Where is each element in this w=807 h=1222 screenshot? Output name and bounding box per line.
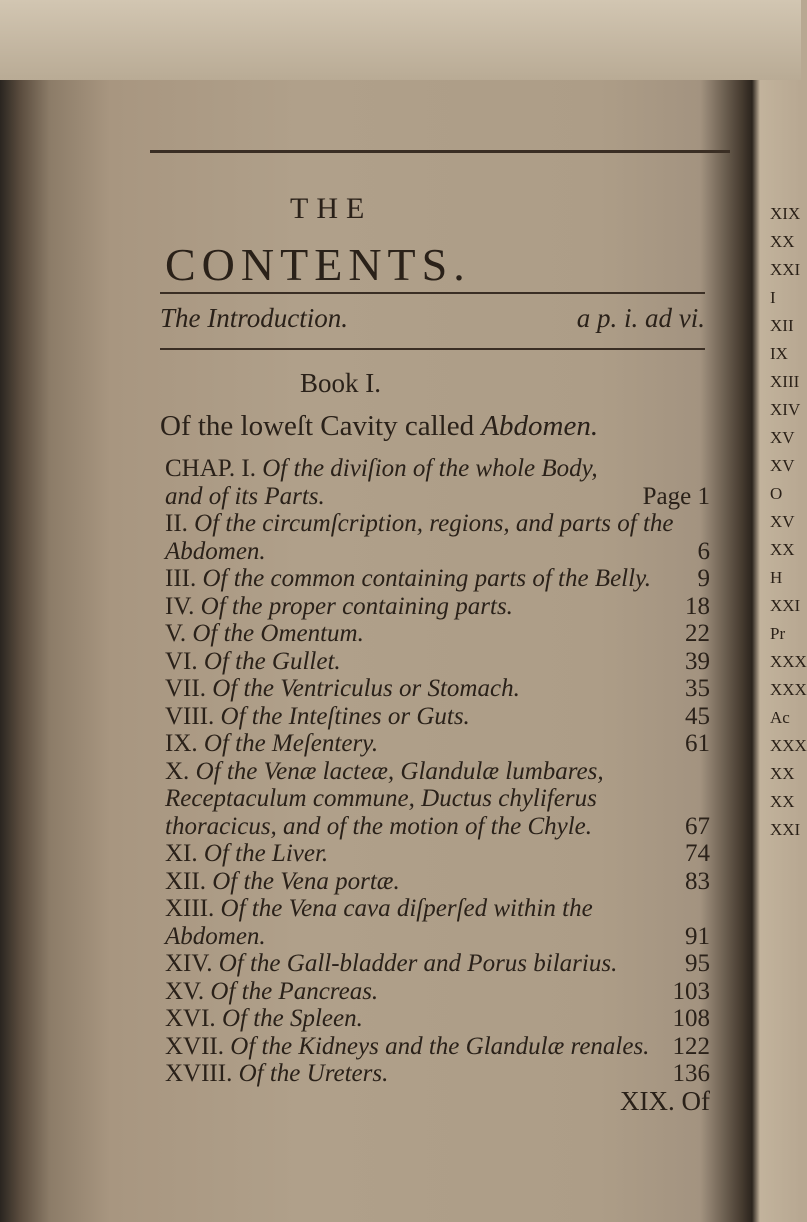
entry-title: [165, 840, 328, 868]
entry-text: Of the Ureters.: [238, 1060, 389, 1087]
adjacent-fragment: XV: [770, 428, 795, 447]
entry-number: XIII.: [165, 895, 215, 922]
catchword: XIX. Of: [620, 1085, 710, 1116]
entry-title: [165, 620, 364, 648]
contents-entry: [165, 648, 710, 676]
adjacent-page-fragments: [770, 200, 807, 844]
introduction-line: [160, 303, 705, 334]
contents-entry: [165, 703, 710, 731]
contents-entry: [165, 593, 710, 621]
entry-title: [165, 455, 631, 510]
adjacent-fragment: XXX: [770, 736, 807, 755]
adjacent-fragment: XIV: [770, 400, 801, 419]
entry-page: 83: [685, 867, 710, 895]
entry-page: 67: [685, 812, 710, 840]
entry-page: Page 1: [642, 482, 710, 510]
contents-entry: [165, 675, 710, 703]
adjacent-fragment: XII: [770, 316, 794, 335]
entry-number: XVIII.: [165, 1060, 233, 1087]
contents-entry: [165, 758, 710, 841]
contents-entry: [165, 620, 710, 648]
entry-number: IX.: [165, 730, 198, 757]
entry-number: XII.: [165, 867, 206, 895]
entry-text: Of the proper containing parts.: [200, 592, 513, 620]
entry-page: 91: [685, 922, 710, 950]
adjacent-fragment: IX: [770, 344, 788, 363]
entry-page: 136: [672, 1060, 710, 1087]
entry-page: 35: [685, 675, 710, 702]
entry-number: XI.: [165, 840, 198, 867]
adjacent-fragment: Ac: [770, 708, 790, 727]
part-title-prefix: Of the loweſt Cavity called: [160, 410, 475, 442]
entry-title: [165, 1033, 649, 1061]
contents-entry: [165, 840, 710, 868]
entry-page: 39: [685, 647, 710, 675]
part-title-name: Abdomen.: [481, 410, 599, 442]
entry-text: Of the Gullet.: [203, 647, 341, 675]
adjacent-fragment: XIII: [770, 372, 800, 391]
entry-text: Of the circumſcription, regions, and parts of the Abdomen.: [165, 510, 674, 565]
entry-page: 122: [672, 1032, 710, 1060]
entry-page: 108: [672, 1005, 710, 1032]
contents-entry: [165, 565, 710, 593]
entry-title: [165, 730, 378, 758]
entry-page: 74: [685, 840, 710, 867]
entry-text: Of the Venæ lacteæ, Glandulæ lumbares, Receptaculum commune, Ductus chyliferus thoracicus, and of the motion of the Chyle.: [165, 757, 604, 840]
entry-title: [165, 675, 520, 703]
entry-number: XV.: [165, 977, 205, 1005]
entry-text: Of the Inteſtines or Guts.: [220, 702, 470, 730]
entry-number: XVII.: [165, 1032, 225, 1060]
adjacent-fragment: Pr: [770, 624, 786, 643]
contents-list: [165, 455, 710, 1115]
entry-text: Of the Vena cava diſperſed within the Abdomen.: [165, 895, 593, 950]
entry-text: Of the Kidneys and the Glandulæ renales.: [230, 1032, 650, 1060]
entry-page: 45: [685, 702, 710, 730]
introduction-label: The Introduction.: [160, 303, 348, 333]
adjacent-fragment: XX: [770, 792, 795, 811]
entry-text: Of the Omentum.: [192, 620, 364, 647]
contents-entry: [165, 868, 710, 896]
entry-text: Of the Spleen.: [221, 1005, 363, 1032]
adjacent-fragment: XIX: [770, 204, 801, 223]
entry-title: [165, 648, 341, 676]
entry-title: [165, 593, 513, 621]
entry-title: [165, 758, 673, 841]
contents-entry: [165, 730, 710, 758]
entry-page: 95: [685, 950, 710, 977]
rule: [160, 292, 705, 294]
adjacent-fragment: XXX: [770, 680, 807, 699]
contents-entry: [165, 1033, 710, 1061]
adjacent-fragment: I: [770, 288, 776, 307]
entry-page: 18: [685, 592, 710, 620]
entry-number: CHAP. I.: [165, 455, 256, 482]
heading-the: THE: [290, 192, 373, 225]
entry-number: V.: [165, 620, 187, 647]
entry-number: VIII.: [165, 702, 215, 730]
entry-text: Of the Liver.: [203, 840, 329, 867]
entry-page: 22: [685, 620, 710, 647]
entry-number: VI.: [165, 647, 198, 675]
entry-number: XIV.: [165, 950, 213, 977]
adjacent-fragment: XXI: [770, 820, 801, 839]
adjacent-fragment: XXI: [770, 260, 801, 279]
adjacent-fragment: O: [770, 484, 783, 503]
entry-text: Of the diviſion of the whole Body, and of its Parts.: [165, 455, 598, 510]
entry-title: [165, 1060, 388, 1088]
entry-text: Of the Gall-bladder and Porus bilarius.: [218, 950, 618, 977]
contents-entry: [165, 1005, 710, 1033]
entry-title: [165, 565, 651, 593]
entry-text: Of the Meſentery.: [203, 730, 379, 757]
adjacent-fragment: XX: [770, 540, 795, 559]
entry-page: 103: [672, 977, 710, 1005]
adjacent-fragment: XX: [770, 232, 795, 251]
adjacent-fragment: H: [770, 568, 783, 587]
entry-number: X.: [165, 757, 190, 785]
part-title: [160, 410, 598, 443]
adjacent-fragment: XXI: [770, 596, 801, 615]
adjacent-fragment: XV: [770, 456, 795, 475]
book-heading: Book I.: [300, 368, 381, 398]
entry-number: II.: [165, 510, 188, 537]
contents-entry: [165, 895, 710, 950]
entry-text: Of the Vena portæ.: [212, 867, 400, 895]
entry-number: III.: [165, 565, 197, 592]
rule: [160, 348, 705, 350]
entry-title: [165, 510, 686, 565]
adjacent-fragment: XXX: [770, 652, 807, 671]
entry-number: VII.: [165, 675, 206, 702]
entry-title: [165, 1005, 363, 1033]
top-rule: [150, 150, 730, 153]
entry-text: Of the Ventriculus or Stomach.: [212, 675, 520, 702]
entry-title: [165, 895, 673, 950]
contents-entry: [165, 510, 710, 565]
heading-contents: CONTENTS.: [165, 239, 471, 290]
entry-page: 61: [685, 730, 710, 757]
entry-title: [165, 978, 378, 1006]
adjacent-fragment: XX: [770, 764, 795, 783]
entry-title: [165, 868, 400, 896]
entry-number: XVI.: [165, 1005, 216, 1032]
entry-page: 6: [697, 537, 710, 565]
contents-entry: [165, 455, 710, 510]
contents-entry: [165, 950, 710, 978]
introduction-pages: a p. i. ad vi.: [576, 303, 705, 333]
adjacent-fragment: XV: [770, 512, 795, 531]
contents-entry: [165, 1060, 710, 1088]
entry-page: 9: [697, 565, 710, 592]
entry-text: Of the Pancreas.: [210, 977, 379, 1005]
contents-entry: [165, 978, 710, 1006]
entry-text: Of the common containing parts of the Belly.: [202, 565, 652, 592]
entry-title: [165, 703, 470, 731]
entry-number: IV.: [165, 592, 195, 620]
entry-title: [165, 950, 617, 978]
